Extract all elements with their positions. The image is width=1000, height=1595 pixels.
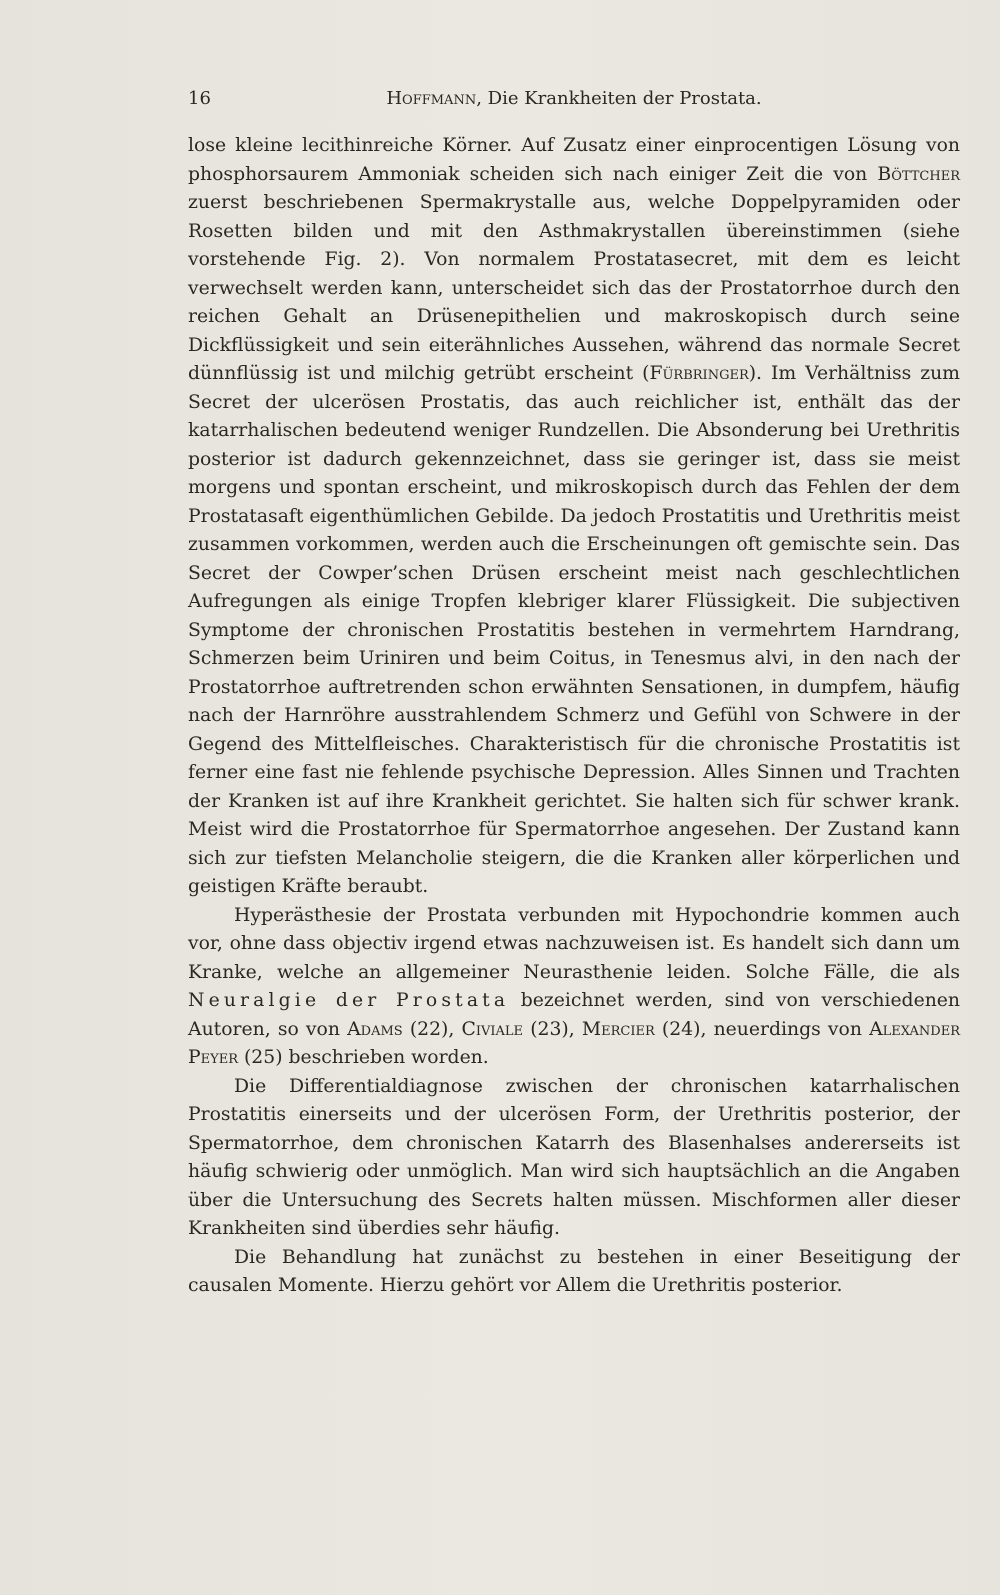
paragraph (188, 132, 960, 902)
running-title-author: Hoffmann (386, 88, 477, 109)
body-text (188, 132, 960, 1301)
paragraph (188, 1244, 960, 1301)
page-header (188, 88, 960, 118)
emphasized-term: Neuralgie der Prostata (188, 990, 510, 1011)
author-name: Mercier (581, 1018, 655, 1040)
author-name: Adams (347, 1018, 403, 1040)
author-name: Alexander Peyer (188, 1018, 961, 1068)
text-run: (25) beschrieben worden. (238, 1047, 489, 1068)
paragraph (188, 1073, 960, 1244)
text-run: lose kleine lecithinreiche Körner. Auf Zusatz einer einprocentigen Lösung von phosphorsaurem Ammoniak scheiden sich nach einiger Zeit die von (188, 135, 960, 185)
text-run: zuerst beschriebenen Spermakrystalle aus, welche Doppelpyramiden oder Rosetten bilden und mit den Asthmakrystallen übereinstimmen (siehe vorstehende Fig. 2). Von normalem Prostatasecret, mit dem es leicht verwechselt werden kann, unterscheidet sich das der Prostatorrhoe durch den reichen Gehalt an Drüsenepithelien und makroskopisch durch seine Dickflüssigkeit und sein eiterähnliches Aussehen, während das normale Secret dünnflüssig ist und milchig getrübt erscheint ( (188, 192, 960, 384)
page-number: 16 (188, 88, 211, 109)
text-run: (24), neuerdings von (654, 1018, 870, 1040)
text-run: (23), (523, 1018, 582, 1040)
author-name: Civiale (461, 1018, 524, 1040)
text-run: Die Behandlung hat zunächst zu bestehen in einer Beseitigung der causalen Momente. Hierzu gehört vor Allem die Urethritis posterior. (188, 1246, 960, 1296)
text-run: Die Differentialdiagnose zwischen der chronischen katarrhalischen Prostatitis einerseits und der ulcerösen Form, der Urethritis posterior, der Spermatorrhoe, dem chronischen Katarrh des Blasenhalses andererseits ist häufig schwierig oder unmöglich. Man wird sich hauptsächlich an die Angaben über die Untersuchung des Secrets halten müssen. Mischformen aller dieser Krankheiten sind überdies sehr häufig. (188, 1075, 960, 1239)
text-run: (22), (402, 1018, 462, 1040)
author-name: Böttcher (877, 163, 960, 185)
running-title (188, 88, 960, 109)
text-run: Hyperästhesie der Prostata verbunden mit Hypochondrie kommen auch vor, ohne dass objectiv irgend etwas nachzuweisen ist. Es handelt sich dann um Kranke, welche an allgemeiner Neurasthenie leiden. Solche Fälle, die als (188, 904, 960, 983)
text-run: bezeichnet werden, sind von verschiedenen Autoren, so von (188, 990, 961, 1040)
author-name: Fürbringer (649, 363, 749, 384)
running-title-text: , Die Krankheiten der Prostata. (476, 88, 762, 109)
text-run: ). Im Verhältniss zum Secret der ulcerösen Prostatis, das auch reichlicher ist, enthält das der katarrhalischen bedeutend weniger Rundzellen. Die Absonderung bei Urethritis posterior ist dadurch gekennzeichnet, dass sie geringer ist, dass sie meist morgens und spontan erscheint, und mikroskopisch durch das Fehlen der dem Prostatasaft eigenthümlichen Gebilde. Da jedoch Prostatitis und Urethritis meist zusammen vorkommen, werden auch die Erscheinungen oft gemischte sein. Das Secret der Cowper’schen Drüsen erscheint meist nach geschlechtlichen Aufregungen als einige Tropfen klebriger klarer Flüssigkeit. Die subjectiven Symptome der chronischen Prostatitis bestehen in vermehrtem Harndrang, Schmerzen beim Uriniren und beim Coitus, in Tenesmus alvi, in den nach der Prostatorrhoe auftretrenden schon erwähnten Sensationen, in dumpfem, häufig nach der Harnröhre ausstrahlendem Schmerz und Gefühl von Schwere in der Gegend des Mittelfleisches. Charakteristisch für die chronische Prostatitis ist ferner eine fast nie fehlende psychische Depression. Alles Sinnen und Trachten der Kranken ist auf ihre Krankheit gerichtet. Sie halten sich für schwer krank. Meist wird die Prostatorrhoe für Spermatorrhoe angesehen. Der Zustand kann sich zur tiefsten Melancholie steigern, die die Kranken aller körperlichen und geistigen Kräfte beraubt. (188, 363, 960, 897)
paragraph (188, 902, 960, 1073)
